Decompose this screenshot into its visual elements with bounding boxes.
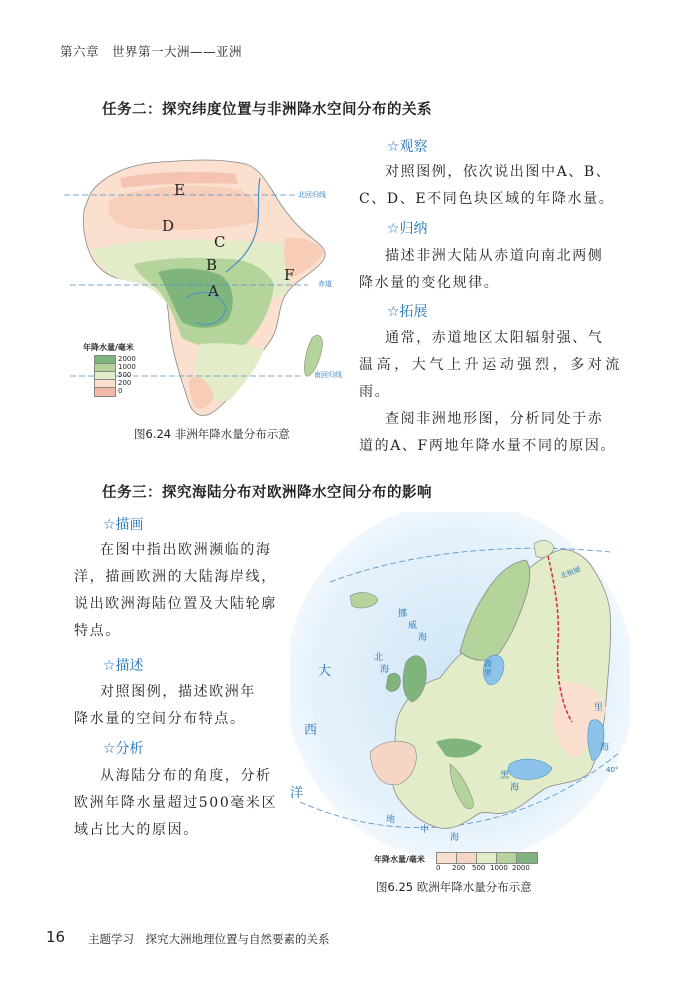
africa-legend-value: 0 <box>118 387 123 395</box>
atlantic-char: 大 <box>318 664 332 679</box>
africa-legend <box>94 355 154 405</box>
europe-legend-swatch <box>496 852 518 864</box>
europe-caption: 图6.25 欧洲年降水量分布示意 <box>376 880 532 894</box>
sea-label: 黑 <box>500 771 510 781</box>
observe-line: 对照图例，依次说出图中A、B、 <box>385 164 612 180</box>
africa-label-e: E <box>174 181 185 199</box>
analyze-line: 域占比大的原因。 <box>74 822 199 838</box>
europe-legend-value: 2000 <box>512 864 530 872</box>
africa-legend-value: 1000 <box>118 363 136 371</box>
europe-legend-bar <box>436 852 536 862</box>
europe-legend-value: 1000 <box>490 864 508 872</box>
observe-text <box>359 159 621 213</box>
europe-map <box>290 512 630 862</box>
extend-line: 通常，赤道地区太阳辐射强、气 <box>385 330 604 346</box>
sea-label: 海 <box>418 633 428 643</box>
tropic-capricorn-label: 南回归线 <box>314 371 342 379</box>
sea-label: 地 <box>386 815 396 825</box>
page-number: 16 <box>46 928 66 946</box>
induce-title: ☆归纳 <box>387 221 428 237</box>
describe-title: ☆描述 <box>103 658 144 674</box>
observe-line: C、D、E不同色块区域的年降水量。 <box>359 191 615 207</box>
observe-title: ☆观察 <box>387 139 428 155</box>
tropic-cancer-label: 北回归线 <box>298 191 326 199</box>
sea-label: 里 <box>594 703 604 713</box>
draw-line: 特点。 <box>74 623 121 639</box>
europe-legend-value: 500 <box>472 864 486 872</box>
chapter-header: 第六章 世界第一大洲——亚洲 <box>60 44 243 59</box>
africa-legend-value: 200 <box>118 379 132 387</box>
draw-line: 洋，描画欧洲的大陆海岸线， <box>74 569 277 585</box>
induce-line: 降水量的变化规律。 <box>359 275 500 291</box>
extend-line: 温高，大气上升运动强烈，多对流雨。 <box>359 357 621 400</box>
africa-caption: 图6.24 非洲年降水量分布示意 <box>134 427 290 441</box>
sea-label: 波 <box>484 659 492 668</box>
sea-label: 海 <box>510 783 520 793</box>
africa-label-f: F <box>284 266 295 284</box>
describe-text <box>74 679 282 733</box>
sea-label: 海 <box>380 665 390 675</box>
africa-label-b: B <box>206 256 218 274</box>
induce-line: 描述非洲大陆从赤道向南北两侧 <box>385 248 604 264</box>
induce-text <box>359 243 621 297</box>
task3-title: 任务三：探究海陆分布对欧洲降水空间分布的影响 <box>102 485 432 501</box>
europe-legend-swatch <box>456 852 478 864</box>
europe-legend-swatch <box>476 852 498 864</box>
europe-legend-swatch <box>516 852 538 864</box>
africa-legend-swatch <box>94 387 116 397</box>
describe-line: 对照图例，描述欧洲年 <box>100 684 256 700</box>
extend-line: 查阅非洲地形图，分析同处于赤 <box>385 411 604 427</box>
extend-line: 道的A、F两地年降水量不同的原因。 <box>359 438 617 454</box>
africa-label-a: A <box>208 282 219 300</box>
draw-line: 说出欧洲海陆位置及大陆轮廓 <box>74 596 277 612</box>
lat-40-label: 40° <box>606 766 619 774</box>
africa-legend-value: 500 <box>118 371 132 379</box>
sea-label: 海 <box>600 743 610 753</box>
atlantic-char: 洋 <box>290 786 304 801</box>
africa-label-d: D <box>162 217 175 235</box>
sea-label: 海 <box>450 833 460 843</box>
europe-legend-title: 年降水量/毫米 <box>374 855 425 864</box>
arctic-circle-label: 北极圈 <box>559 565 582 581</box>
analyze-title: ☆分析 <box>103 741 144 757</box>
footer-text: 主题学习 探究大洲地理位置与自然要素的关系 <box>88 932 330 946</box>
africa-legend-title: 年降水量/毫米 <box>83 343 134 352</box>
sea-label: 北 <box>374 653 384 663</box>
sea-label: 威 <box>408 621 418 631</box>
draw-title: ☆描画 <box>103 517 144 533</box>
equator-label: 赤道 <box>318 280 332 288</box>
draw-line: 在图中指出欧洲濒临的海 <box>100 542 272 558</box>
sea-label: 罗 <box>484 669 492 678</box>
africa-legend-value: 2000 <box>118 355 136 363</box>
analyze-line: 从海陆分布的角度，分析 <box>100 768 272 784</box>
task2-title: 任务二：探究纬度位置与非洲降水空间分布的关系 <box>102 102 432 118</box>
europe-legend-value: 200 <box>452 864 466 872</box>
analyze-text <box>74 763 282 844</box>
extend-text <box>359 325 621 460</box>
sea-label: 挪 <box>398 609 408 619</box>
sea-label: 中 <box>420 825 430 835</box>
europe-legend-swatch <box>436 852 458 864</box>
europe-legend-value: 0 <box>436 864 441 872</box>
africa-label-c: C <box>214 233 226 251</box>
extend-title: ☆拓展 <box>387 304 428 320</box>
describe-line: 降水量的空间分布特点。 <box>74 711 246 727</box>
analyze-line: 欧洲年降水量超过500毫米区 <box>74 795 278 811</box>
atlantic-char: 西 <box>304 723 318 738</box>
draw-text <box>74 537 282 645</box>
